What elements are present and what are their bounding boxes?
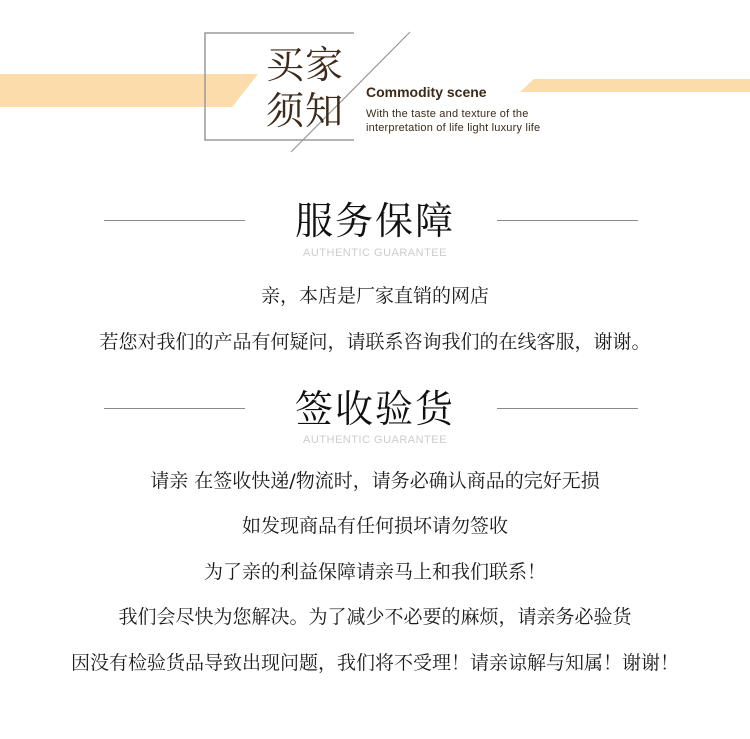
- header-cn-line1: 买家: [266, 43, 345, 87]
- service-subtitle: AUTHENTIC GUARANTEE: [303, 247, 447, 259]
- inspection-rule-right: [497, 408, 638, 409]
- header-en-subtitle-1: With the taste and texture of the: [366, 108, 529, 120]
- header-cn-line2: 须知: [266, 89, 345, 133]
- service-line-2: 若您对我们的产品有何疑问，请联系咨询我们的在线客服，谢谢。: [99, 331, 651, 353]
- service-rule-right: [497, 220, 638, 221]
- inspection-subtitle: AUTHENTIC GUARANTEE: [303, 434, 447, 446]
- service-line-1: 亲，本店是厂家直销的网店: [260, 285, 489, 307]
- header-en-subtitle-2: interpretation of life light luxury life: [366, 122, 541, 134]
- service-title: 服务保障: [294, 199, 455, 243]
- inspection-line-1: 请亲 在签收快递/物流时，请务必确认商品的完好无损: [150, 470, 600, 492]
- inspection-title: 签收验货: [294, 387, 455, 431]
- header-frame: [0, 0, 750, 160]
- header-en-title: Commodity scene: [366, 84, 487, 100]
- inspection-line-2: 如发现商品有任何损坏请勿签收: [241, 515, 508, 537]
- inspection-title-row: [0, 384, 750, 434]
- service-title-row: [0, 196, 750, 246]
- inspection-line-4: 我们会尽快为您解决。为了减少不必要的麻烦，请亲务必验货: [118, 606, 632, 628]
- inspection-line-5: 因没有检验货品导致出现问题，我们将不受理！请亲谅解与知属！谢谢！: [70, 652, 679, 674]
- inspection-line-3: 为了亲的利益保障请亲马上和我们联系！: [203, 561, 546, 583]
